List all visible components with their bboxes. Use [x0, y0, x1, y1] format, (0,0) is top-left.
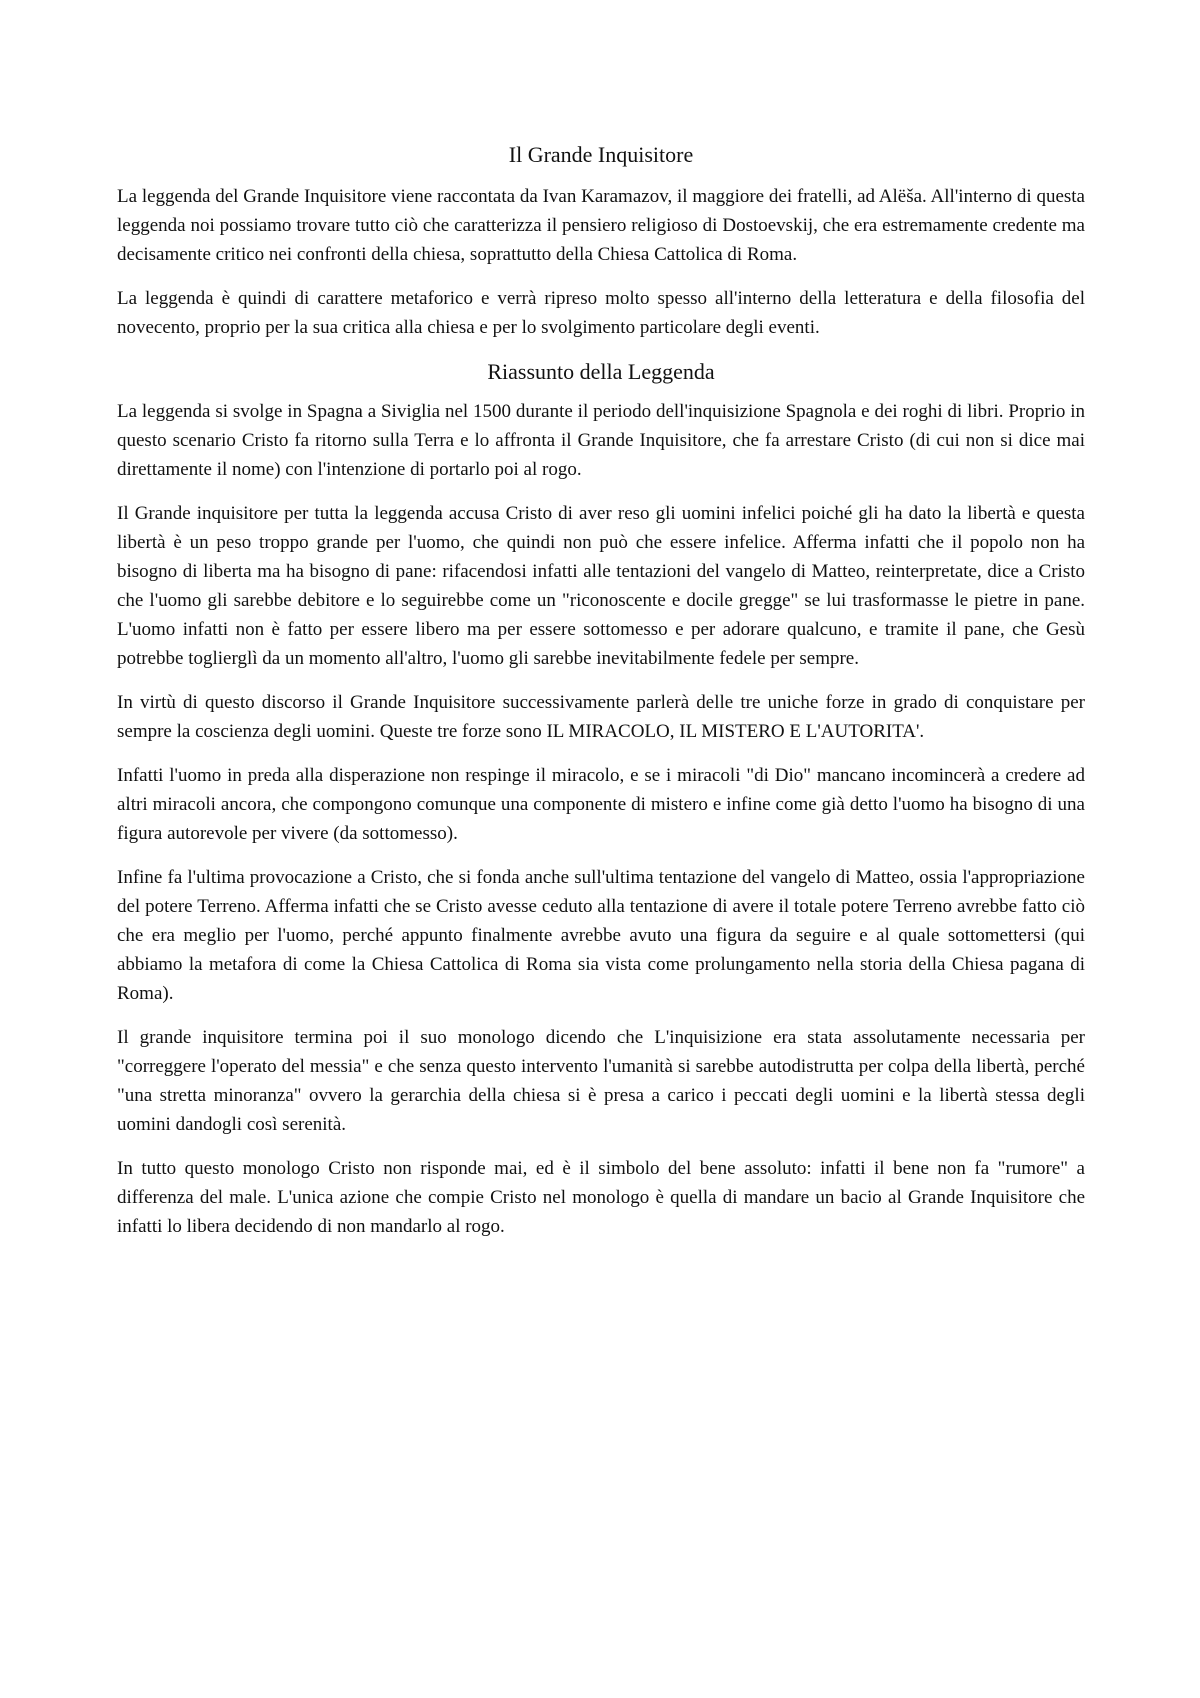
paragraph: In tutto questo monologo Cristo non risponde mai, ed è il simbolo del bene assoluto: infatti il bene non fa "rumore" a differenza del male. L'unica azione che compie Cristo nel monologo è quella di mandare un bacio al Grande Inquisitore che infatti lo libera decidendo di non mandarlo al rogo. — [117, 1158, 1085, 1237]
paragraph: La leggenda si svolge in Spagna a Siviglia nel 1500 durante il periodo dell'inquisizione Spagnola e dei roghi di libri. Proprio in questo scenario Cristo fa ritorno sulla Terra e lo affronta il Grande Inquisitore, che fa arrestare Cristo (di cui non si dice mai direttamente il nome) con l'intenzione di portarlo poi al rogo. — [117, 401, 1085, 480]
document-content — [117, 140, 1085, 1256]
paragraph: In virtù di questo discorso il Grande Inquisitore successivamente parlerà delle tre uniche forze in grado di conquistare per sempre la coscienza degli uomini. Queste tre forze sono IL MIRACOLO, IL MISTERO E L'AUTORITA'. — [117, 692, 1085, 742]
document-title: Il Grande Inquisitore — [508, 142, 694, 167]
paragraph: Il Grande inquisitore per tutta la leggenda accusa Cristo di aver reso gli uomini infelici poiché gli ha dato la libertà e questa libertà è un peso troppo grande per l'uomo, che quindi non può che essere infelice. Afferma infatti che il popolo non ha bisogno di liberta ma ha bisogno di pane: rifacendosi infatti alle tentazioni del vangelo di Matteo, reinterpretate, dice a Cristo che l'uomo gli sarebbe debitore e lo seguirebbe come un "riconoscente e docile gregge" se lui trasformasse le pietre in pane. L'uomo infatti non è fatto per essere libero ma per essere sottomesso e per adorare qualcuno, e tramite il pane, che Gesù potrebbe toglierglì da un momento all'altro, l'uomo gli sarebbe inevitabilmente fedele per sempre. — [117, 503, 1085, 669]
paragraph: Infatti l'uomo in preda alla disperazione non respinge il miracolo, e se i miracoli "di Dio" mancano incomincerà a credere ad altri miracoli ancora, che compongono comunque una componente di mistero e infine come già detto l'uomo ha bisogno di una figura autorevole per vivere (da sottomesso). — [117, 765, 1085, 844]
paragraph: Il grande inquisitore termina poi il suo monologo dicendo che L'inquisizione era stata assolutamente necessaria per "correggere l'operato del messia" e che senza questo intervento l'umanità si sarebbe autodistrutta per colpa della libertà, perché "una stretta minoranza" ovvero la gerarchia della chiesa si è presa a carico i peccati degli uomini e la libertà stessa degli uomini dandogli così serenità. — [117, 1027, 1085, 1135]
section-heading: Riassunto della Leggenda — [487, 359, 715, 384]
paragraph: La leggenda è quindi di carattere metaforico e verrà ripreso molto spesso all'interno della letteratura e della filosofia del novecento, proprio per la sua critica alla chiesa e per lo svolgimento particolare degli eventi. — [117, 288, 1085, 338]
paragraph: La leggenda del Grande Inquisitore viene raccontata da Ivan Karamazov, il maggiore dei fratelli, ad Alëša. All'interno di questa leggenda noi possiamo trovare tutto ciò che caratterizza il pensiero religioso di Dostoevskij, che era estremamente credente ma decisamente critico nei confronti della chiesa, soprattutto della Chiesa Cattolica di Roma. — [117, 186, 1085, 265]
paragraph: Infine fa l'ultima provocazione a Cristo, che si fonda anche sull'ultima tentazione del vangelo di Matteo, ossia l'appropriazione del potere Terreno. Afferma infatti che se Cristo avesse ceduto alla tentazione di avere il totale potere Terreno avrebbe fatto ciò che era meglio per l'uomo, perché appunto finalmente avrebbe avuto una figura da seguire e al quale sottomettersi (qui abbiamo la metafora di come la Chiesa Cattolica di Roma sia vista come prolungamento nella storia della Chiesa pagana di Roma). — [117, 867, 1085, 1004]
